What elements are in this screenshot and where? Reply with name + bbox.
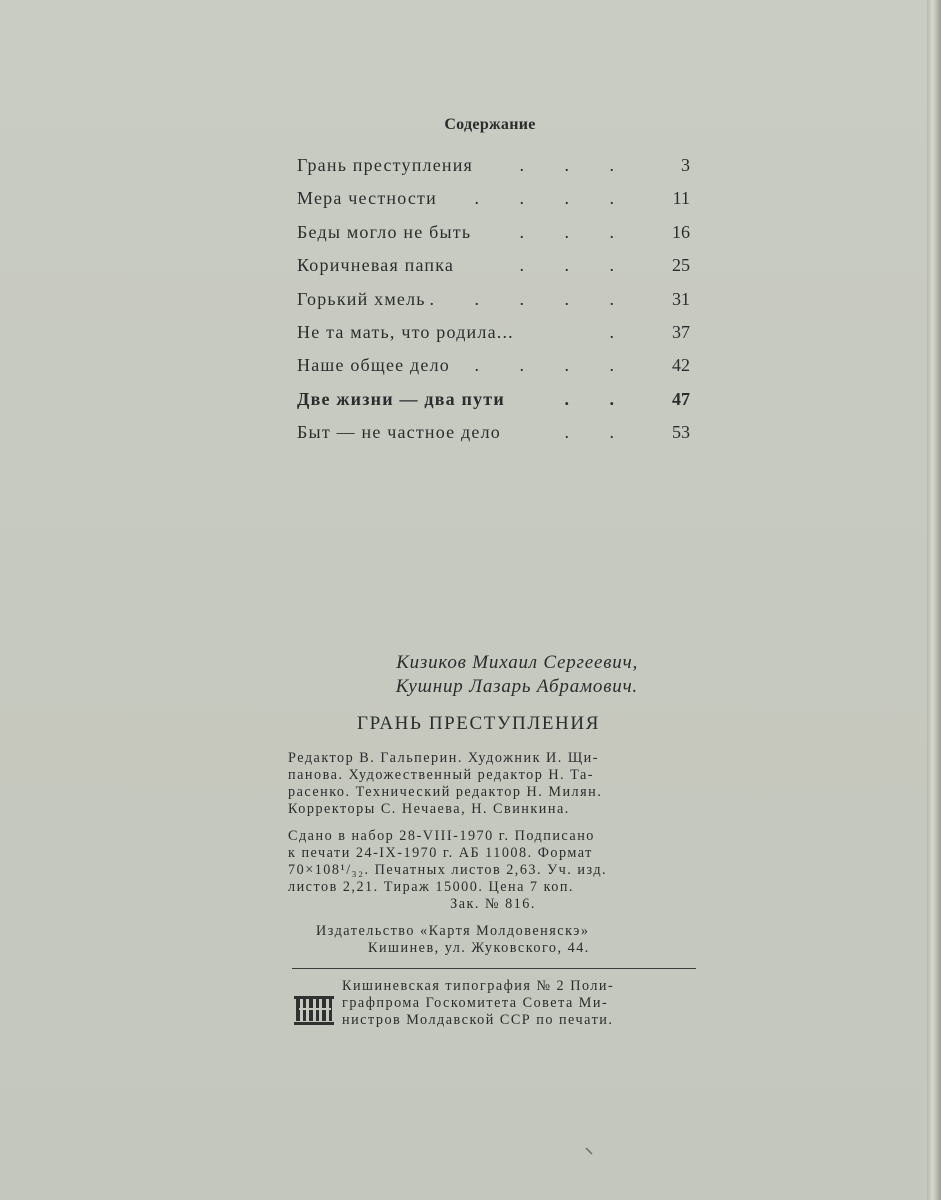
imprint-line: расенко. Технический редактор Н. Милян. — [288, 784, 603, 800]
page-edge — [927, 0, 941, 1200]
imprint-block — [288, 750, 698, 957]
toc-leader-dots: . . . . — [474, 355, 632, 376]
toc-page-number: 42 — [672, 355, 690, 376]
imprint-line: Редактор В. Гальперин. Художник И. Щи- — [288, 750, 599, 766]
table-of-contents — [297, 155, 692, 456]
toc-leader-dots: . . . . . — [429, 288, 632, 309]
toc-leader-dots: . — [609, 321, 632, 342]
toc-item-label: Быт — не частное дело — [297, 422, 501, 443]
divider — [292, 968, 696, 969]
imprint-line: листов 2,21. Тираж 15000. Цена 7 коп. — [288, 879, 574, 895]
printer-info — [342, 978, 614, 1029]
toc-leader-dots: . . . — [519, 155, 632, 175]
toc-row — [297, 422, 692, 455]
toc-item-label: Не та мать, что родила... — [297, 321, 514, 342]
production-paragraph — [288, 828, 698, 913]
toc-row — [297, 322, 692, 355]
author-name: Кизиков Михаил Сергеевич, — [396, 652, 638, 673]
page-mark-icon — [584, 1146, 594, 1156]
toc-leader-dots: . . — [564, 422, 632, 443]
toc-row — [297, 155, 692, 188]
toc-leader-dots: . . — [564, 388, 632, 409]
toc-page-number: 47 — [672, 388, 690, 409]
imprint-line: Издательство «Картя Молдовеняскэ» — [316, 923, 590, 939]
toc-item-label: Грань преступления — [297, 155, 474, 175]
toc-page-number: 25 — [672, 255, 690, 276]
imprint-line: Зак. № 816. — [450, 896, 536, 912]
toc-leader-dots: . . . . — [474, 188, 632, 209]
toc-page-number: 16 — [672, 221, 690, 242]
editors-paragraph — [288, 750, 698, 818]
toc-leader-dots: . . . — [519, 221, 632, 242]
toc-leader-dots: . . . — [519, 255, 632, 276]
toc-item-label: Коричневая папка — [297, 255, 455, 276]
authors — [396, 651, 638, 699]
toc-item-label: Мера честности — [297, 188, 437, 209]
publisher-paragraph — [288, 923, 698, 957]
toc-row — [297, 289, 692, 322]
toc-page-number: 53 — [672, 422, 690, 443]
imprint-line: Корректоры С. Нечаева, Н. Свинкина. — [288, 801, 570, 817]
imprint-line: 70×108¹/₃₂. Печатных листов 2,63. Уч. изд. — [288, 862, 608, 878]
imprint-line: Кишинев, ул. Жуковского, 44. — [368, 940, 590, 956]
toc-page-number: 11 — [672, 188, 690, 209]
book-title: ГРАНЬ ПРЕСТУПЛЕНИЯ — [357, 713, 600, 734]
toc-page-number: 37 — [672, 321, 690, 342]
toc-row — [297, 188, 692, 221]
toc-row — [297, 255, 692, 288]
imprint-line: нистров Молдавской ССР по печати. — [342, 1012, 614, 1028]
toc-item-label: Беды могло не быть — [297, 221, 472, 242]
toc-row — [297, 355, 692, 388]
imprint-line: к печати 24-IX-1970 г. АБ 11008. Формат — [288, 845, 593, 861]
toc-row — [297, 389, 692, 422]
toc-row — [297, 222, 692, 255]
imprint-line: Кишиневская типография № 2 Поли- — [342, 978, 615, 994]
imprint-line: панова. Художественный редактор Н. Та- — [288, 767, 595, 783]
toc-page-number: 31 — [672, 288, 690, 309]
printing-house-logo-icon — [293, 993, 337, 1029]
toc-item-label: Наше общее дело — [297, 355, 450, 376]
toc-item-label: Две жизни — два пути — [297, 388, 505, 409]
author-name: Кушнир Лазарь Абрамович. — [395, 676, 638, 697]
imprint-line: графпрома Госкомитета Совета Ми- — [342, 995, 609, 1011]
toc-item-label: Горький хмель — [297, 288, 426, 309]
imprint-line: Сдано в набор 28-VIII-1970 г. Подписано — [288, 828, 595, 844]
toc-page-number: 3 — [681, 155, 690, 175]
toc-title: Содержание — [444, 116, 536, 133]
